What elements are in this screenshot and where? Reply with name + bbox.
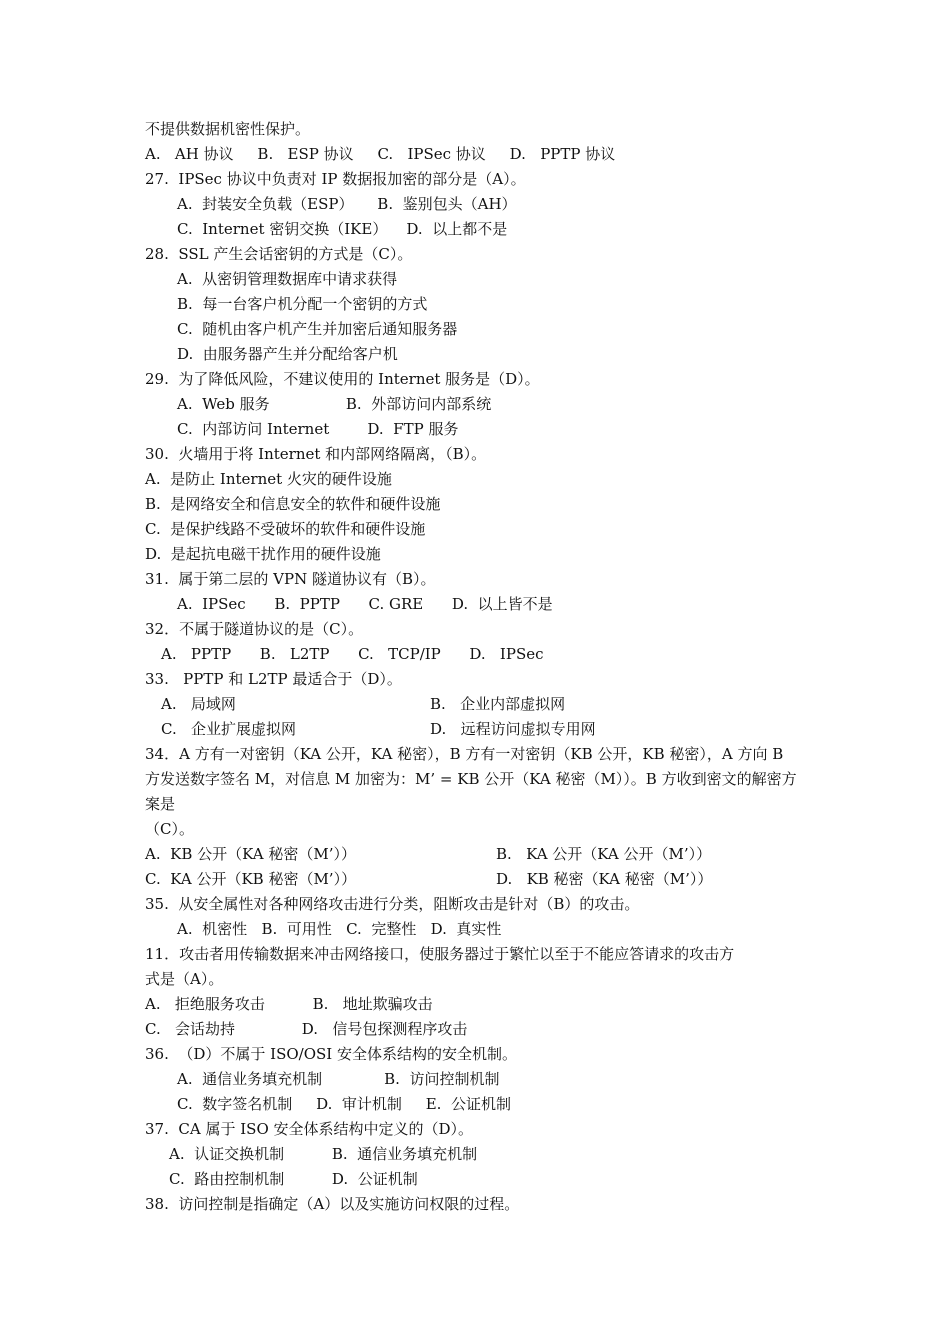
text-line: 不提供数据机密性保护。 [145,120,311,138]
text-line: 31. 属于第二层的 VPN 隧道协议有（B）。 [145,570,436,588]
text-line: 27. IPSec 协议中负责对 IP 数据报加密的部分是（A）。 [145,170,526,188]
text-line: B. 是网络安全和信息安全的软件和硬件设施 [145,495,441,513]
text-line: 35. 从安全属性对各种网络攻击进行分类，阻断攻击是针对（B）的攻击。 [145,895,640,913]
text-line: A. 机密性 B. 可用性 C. 完整性 D. 真实性 [177,920,502,938]
text-line: C. 企业扩展虚拟网 [161,720,297,738]
text-line: 32．不属于隧道协议的是（C）。 [145,620,364,638]
text-line: A. AH 协议 B. ESP 协议 C. IPSec 协议 D. PPTP 协议 [145,145,616,163]
text-line: A. 从密钥管理数据库中请求获得 [177,270,398,288]
text-line: A. Web 服务 B. 外部访问内部系统 [177,395,492,413]
text-line: 28. SSL 产生会话密钥的方式是（C）。 [145,245,413,263]
text-line: 36. （D）不属于 ISO/OSI 安全体系结构的安全机制。 [145,1045,518,1063]
text-line: 33. PPTP 和 L2TP 最适合于（D）。 [145,670,402,688]
text-line: C. 内部访问 Internet D. FTP 服务 [177,420,459,438]
text-line: 方发送数字签名 M，对信息 M 加密为：M’ = KB 公开（KA 秘密（M））。B 方收到密文的解密方 [145,770,797,788]
text-line: B. 企业内部虚拟网 [430,695,566,713]
text-line: B. 每一台客户机分配一个密钥的方式 [177,295,428,313]
text-line: D. 远程访问虚拟专用网 [430,720,596,738]
text-line: C. 会话劫持 D. 信号包探测程序攻击 [145,1020,468,1038]
text-line: 11．攻击者用传输数据来冲击网络接口，使服务器过于繁忙以至于不能应答请求的攻击方 [145,945,735,963]
text-line: 34．A 方有一对密钥（KA 公开，KA 秘密），B 方有一对密钥（KB 公开，KB 秘密），A 方向 B [145,745,784,763]
text-line: B. KA 公开（KA 公开（M’）） [496,845,712,863]
text-line: C. 是保护线路不受破坏的软件和硬件设施 [145,520,426,538]
text-line: C. 随机由客户机产生并加密后通知服务器 [177,320,458,338]
text-line: D. KB 秘密（KA 秘密（M’）） [496,870,713,888]
text-line: 37. CA 属于 ISO 安全体系结构中定义的（D）。 [145,1120,474,1138]
text-line: 30. 火墙用于将 Internet 和内部网络隔离，（B）。 [145,445,487,463]
text-line: 38. 访问控制是指确定（A）以及实施访问权限的过程。 [145,1195,520,1213]
text-line: C. 数字签名机制 D. 审计机制 E. 公证机制 [177,1095,511,1113]
text-line: A. 认证交换机制 B. 通信业务填充机制 [169,1145,478,1163]
text-line: A. IPSec B. PPTP C. GRE D. 以上皆不是 [177,595,553,613]
text-line: A. 封装安全负载（ESP） B. 鉴别包头（AH） [177,195,517,213]
text-line: A. KB 公开（KA 秘密（M’）） [145,845,356,863]
text-line: A. 局域网 [161,695,236,713]
text-line: D. 由服务器产生并分配给客户机 [177,345,398,363]
text-line: A. PPTP B. L2TP C. TCP/IP D. IPSec [161,645,544,663]
text-line: 式是（A）。 [145,970,224,988]
text-line: D. 是起抗电磁干扰作用的硬件设施 [145,545,381,563]
text-line: C. KA 公开（KB 秘密（M’）） [145,870,357,888]
text-line: 29. 为了降低风险，不建议使用的 Internet 服务是（D）。 [145,370,540,388]
text-line: C. 路由控制机制 D. 公证机制 [169,1170,418,1188]
text-line: （C）。 [145,820,194,838]
text-line: A. 拒绝服务攻击 B. 地址欺骗攻击 [145,995,433,1013]
text-line: C. Internet 密钥交换（IKE） D. 以上都不是 [177,220,508,238]
text-line: 案是 [145,795,176,813]
text-line: A. 是防止 Internet 火灾的硬件设施 [145,470,392,488]
text-line: A. 通信业务填充机制 B. 访问控制机制 [177,1070,500,1088]
